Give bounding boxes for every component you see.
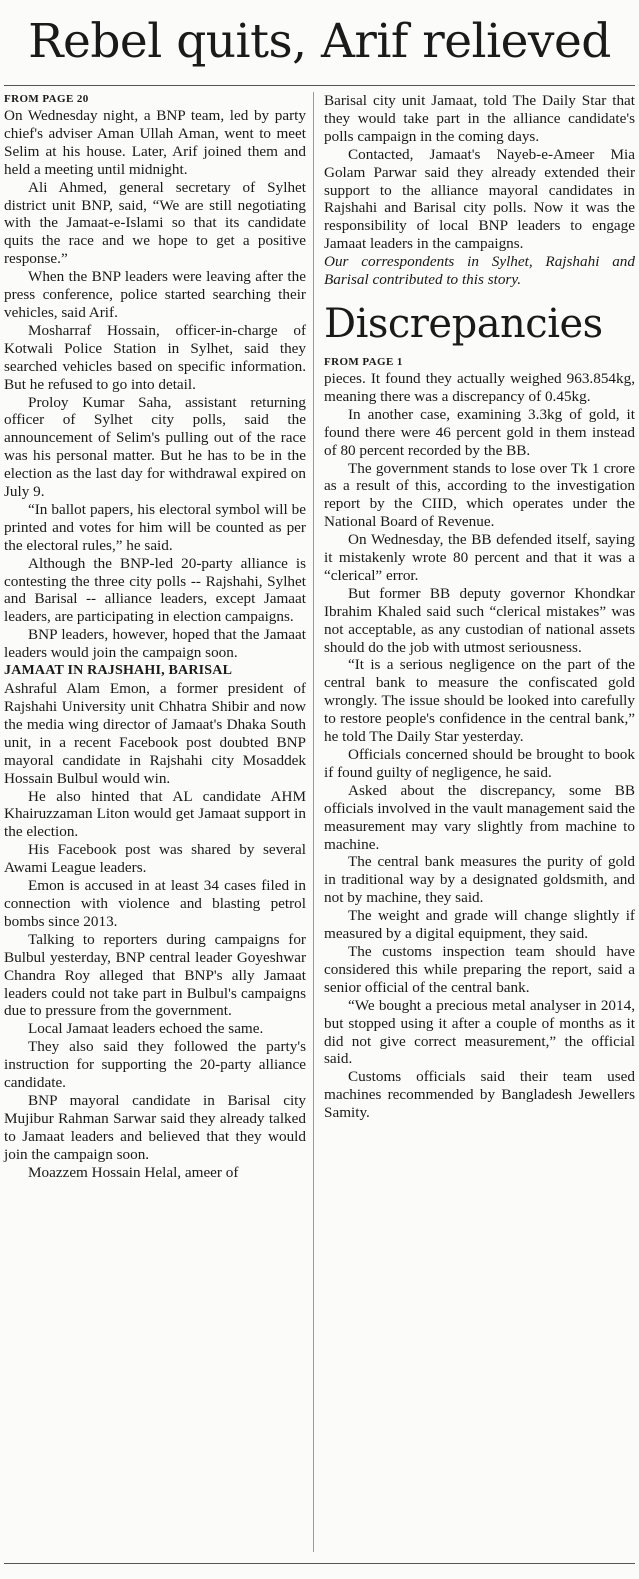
column-divider <box>313 92 314 1552</box>
paragraph: When the BNP leaders were leaving after the press conference, police started searching their vehicles, said Arif. <box>4 268 306 321</box>
paragraph: But former BB deputy governor Khondkar Ibrahim Khaled said such “clerical mistakes” was not acceptable, as any custodian of national assets should do the job with utmost seriousness. <box>324 584 635 656</box>
paragraph: In another case, examining 3.3kg of gold, it found there were 46 percent gold in them instead of 80 percent recorded by the BB. <box>324 405 635 459</box>
paragraph: Contacted, Jamaat's Nayeb-e-Ameer Mia Golam Parwar said they already extended their support to the alliance mayoral candidates in Rajshahi and Barisal city polls. Now it was the responsibility of local BNP leaders to engage Jamaat leaders in the campaigns. <box>324 145 635 253</box>
bottom-rule <box>4 1563 635 1564</box>
paragraph: He also hinted that AL candidate AHM Khairuzzaman Liton would get Jamaat support in the election. <box>4 787 306 841</box>
paragraph: Asked about the discrepancy, some BB officials involved in the vault management said the measurement may vary slightly from machine to machine. <box>324 781 635 853</box>
paragraph: The central bank measures the purity of gold in traditional way by a designated goldsmith, and not by machine, they said. <box>324 853 635 907</box>
paragraph: The government stands to lose over Tk 1 crore as a result of this, according to the investigation report by the CIID, which operates under the National Board of Revenue. <box>324 459 635 531</box>
paragraph: “It is a serious negligence on the part of the central bank to measure the confiscated gold wrongly. The issue should be looked into carefully to restore people's confidence in the central bank,” he told The Daily Star yesterday. <box>324 656 635 746</box>
paragraph: Although the BNP-led 20-party alliance is contesting the three city polls -- Rajshahi, Sylhet and Barisal -- alliance leaders, except Jamaat leaders, are participating in election campaigns. <box>4 554 306 626</box>
paragraph: Officials concerned should be brought to book if found guilty of negligence, he said. <box>324 746 635 781</box>
paragraph: Local Jamaat leaders echoed the same. <box>28 1020 264 1038</box>
correspondents-credit: Our correspondents in Sylhet, Rajshahi and Barisal contributed to this story. <box>324 253 635 289</box>
paragraph: “In ballot papers, his electoral symbol will be printed and votes for him will be counted as per the electoral rules,” he said. <box>4 500 306 554</box>
right-column <box>324 92 635 1122</box>
paragraph: On Wednesday night, a BNP team, led by party chief's adviser Aman Ullah Aman, went to meet Selim at his house. Later, Arif joined them and held a meeting until midnight. <box>4 107 306 178</box>
paragraph: BNP mayoral candidate in Barisal city Mujibur Rahman Sarwar said they already talked to Jamaat leaders and believed that they would join the campaign soon. <box>4 1091 306 1163</box>
story1-column-left <box>4 92 306 1181</box>
paragraph: They also said they followed the party's instruction for supporting the 20-party alliance candidate. <box>4 1038 306 1092</box>
paragraph: Customs officials said their team used machines recommended by Bangladesh Jewellers Samity. <box>324 1068 635 1122</box>
paragraph: The weight and grade will change slightly if measured by a digital equipment, they said. <box>324 907 635 943</box>
paragraph: Mosharraf Hossain, officer-in-charge of Kotwali Police Station in Sylhet, said they searched vehicles based on specific information. But he refused to go into detail. <box>4 321 306 393</box>
subhead-jamaat: JAMAAT IN RAJSHAHI, BARISAL <box>4 663 233 679</box>
paragraph: Moazzem Hossain Helal, ameer of <box>28 1163 239 1181</box>
paragraph: His Facebook post was shared by several Awami League leaders. <box>4 841 306 877</box>
paragraph: Proloy Kumar Saha, assistant returning officer of Sylhet city polls, said the announcement of Selim's pulling out of the race was his personal matter. But he has to be in the election as the last day for withdrawal expired on July 9. <box>4 393 306 501</box>
paragraph: Talking to reporters during campaigns for Bulbul yesterday, BNP central leader Goyeshwar Chandra Roy alleged that BNP's ally Jamaat leaders could not take part in Bulbul's campaigns due to pressure from the government. <box>4 930 306 1020</box>
paragraph: pieces. It found they actually weighed 963.854kg, meaning there was a discrepancy of 0.45kg. <box>324 369 635 405</box>
paragraph: On Wednesday, the BB defended itself, saying it mistakenly wrote 80 percent and that it was a “clerical” error. <box>324 531 635 584</box>
paragraph: “We bought a precious metal analyser in 2014, but stopped using it after a couple of months as it did not give correct measurement,” the official said. <box>324 996 635 1068</box>
paragraph: Emon is accused in at least 34 cases filed in connection with violence and blasting petrol bombs since 2013. <box>4 877 306 930</box>
paragraph: Barisal city unit Jamaat, told The Daily Star that they would take part in the alliance candidate's polls campaign in the coming days. <box>324 92 635 145</box>
headline-discrepancies: Discrepancies <box>324 300 603 347</box>
paragraph: BNP leaders, however, hoped that the Jamaat leaders would join the campaign soon. <box>4 626 306 662</box>
paragraph: Ashraful Alam Emon, a former president of Rajshahi University unit Chhatra Shibir and now the media wing director of Jamaat's Dhaka South unit, in a recent Facebook post doubted BNP mayoral candidate in Rajshahi city Mosaddek Hossain Bulbul would win. <box>4 680 306 787</box>
top-rule <box>4 85 635 86</box>
paragraph: Ali Ahmed, general secretary of Sylhet district unit BNP, said, “We are still negotiating with the Jamaat-e-Islami so that its candidate quits the race and we hope to get a positive response.” <box>4 178 306 268</box>
paragraph: The customs inspection team should have considered this while preparing the report, said a senior official of the central bank. <box>324 942 635 996</box>
from-page-label: FROM PAGE 1 <box>324 355 403 368</box>
from-page-label: FROM PAGE 20 <box>4 93 89 105</box>
headline-rebel-quits: Rebel quits, Arif relieved <box>28 14 611 69</box>
